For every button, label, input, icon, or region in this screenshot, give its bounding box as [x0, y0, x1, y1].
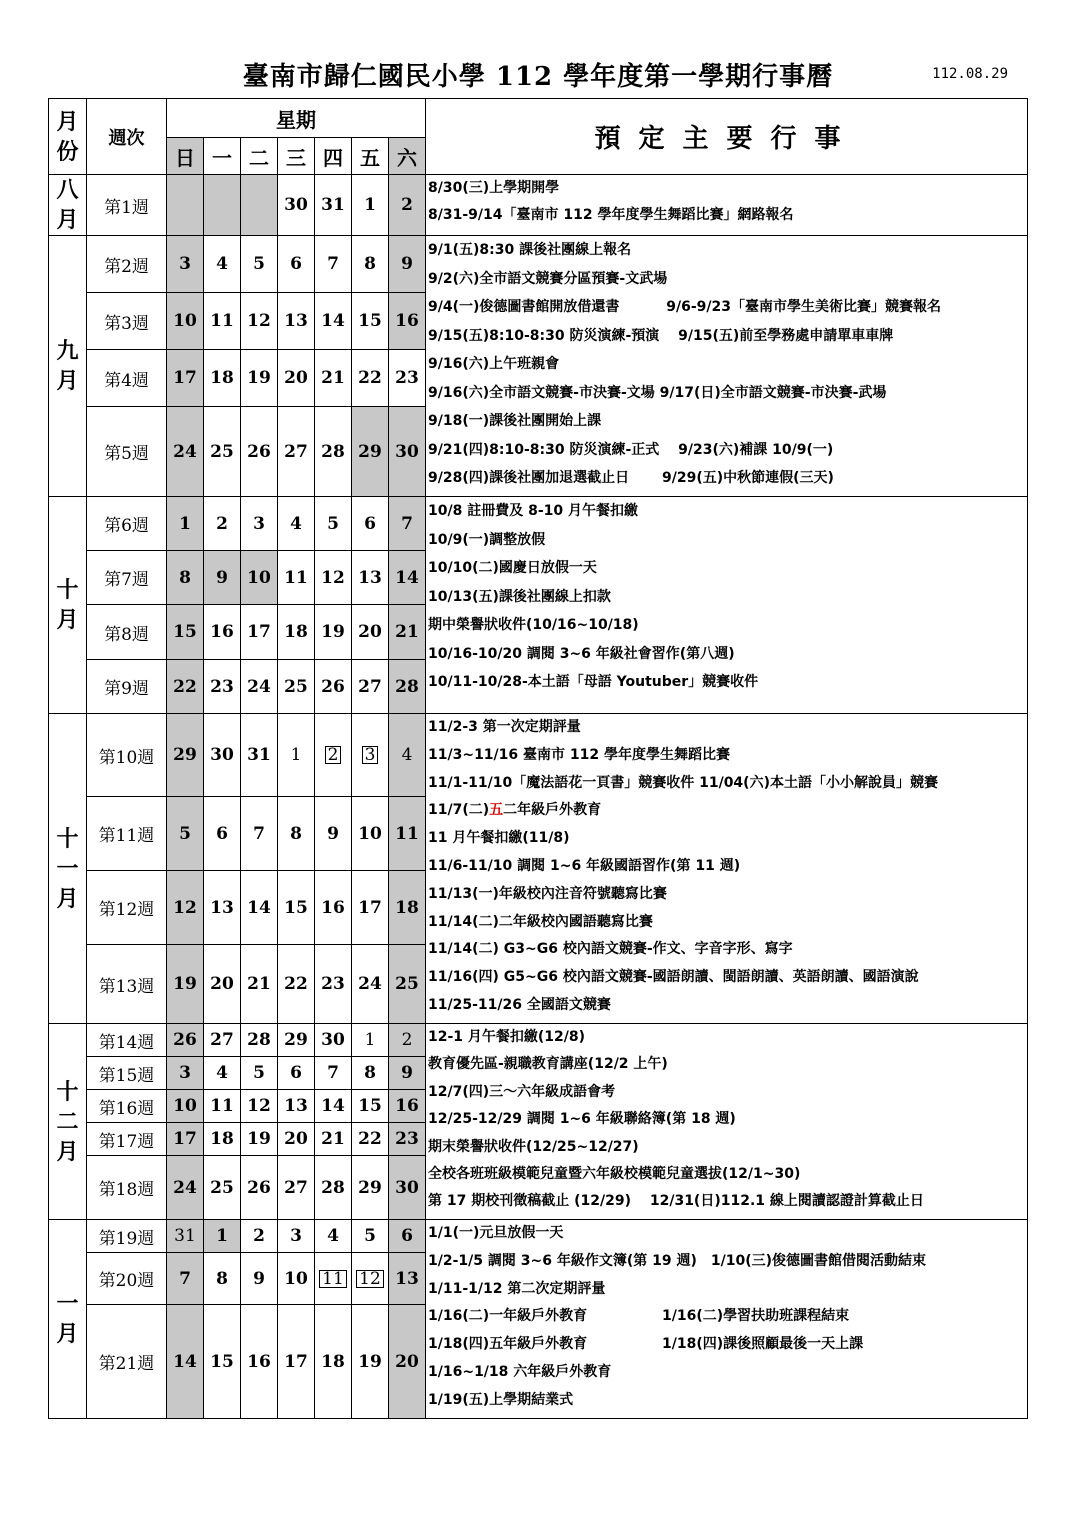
day-cell: 23: [389, 1123, 426, 1156]
day-cell: 17: [278, 1305, 315, 1419]
day-cell: 26: [167, 1024, 204, 1057]
day-cell: 30: [278, 175, 315, 236]
day-cell: 9: [315, 797, 352, 871]
weekday-fri: 五: [352, 138, 389, 175]
month-label: [49, 1220, 87, 1419]
day-cell: 31: [315, 175, 352, 236]
event-line: 12/7(四)三～六年級成語會考: [428, 1083, 616, 1100]
event-line: 10/9(一)調整放假: [428, 531, 546, 548]
day-cell: 24: [167, 407, 204, 497]
week-label: 第8週: [87, 605, 167, 660]
event-line: 1/18(四)五年級戶外教育 1/18(四)課後照顧最後一天上課: [428, 1336, 864, 1353]
event-line: 10/11-10/28-本土語「母語 Youtuber」競賽收件: [428, 674, 759, 690]
day-cell: 10: [167, 293, 204, 350]
day-cell: 8: [278, 797, 315, 871]
day-cell: 11: [278, 551, 315, 605]
day-cell: 12: [241, 1090, 278, 1123]
day-cell: 19: [167, 945, 204, 1024]
day-cell: 6: [204, 797, 241, 871]
page-header: [48, 52, 1028, 96]
event-line: 9/18(一)課後社團開始上課: [428, 413, 602, 429]
day-cell: 21: [315, 350, 352, 407]
day-cell: 27: [278, 407, 315, 497]
day-cell: 21: [315, 1123, 352, 1156]
day-cell: 25: [389, 945, 426, 1024]
day-cell: 11: [389, 797, 426, 871]
calendar-table: [48, 98, 1028, 1419]
week-row: [49, 1024, 1028, 1057]
day-cell: 15: [204, 1305, 241, 1419]
day-cell: 11: [204, 1090, 241, 1123]
day-cell: 28: [315, 407, 352, 497]
day-cell: [352, 1253, 389, 1305]
day-cell: 2: [389, 175, 426, 236]
day-cell: 12: [167, 871, 204, 945]
day-cell: 16: [204, 605, 241, 660]
calendar-body: [49, 175, 1028, 1419]
day-cell: 7: [167, 1253, 204, 1305]
boxed-day-number: 11: [319, 1270, 347, 1288]
day-cell: 15: [167, 605, 204, 660]
day-cell: 28: [389, 660, 426, 714]
week-label: 第9週: [87, 660, 167, 714]
day-cell: 8: [352, 1057, 389, 1090]
week-label: 第21週: [87, 1305, 167, 1419]
day-cell: 8: [204, 1253, 241, 1305]
day-cell: 20: [352, 605, 389, 660]
day-cell: 13: [278, 1090, 315, 1123]
week-row: [49, 714, 1028, 797]
day-cell: 30: [389, 407, 426, 497]
week-label: 第5週: [87, 407, 167, 497]
day-cell: 19: [241, 1123, 278, 1156]
week-label: 第4週: [87, 350, 167, 407]
day-cell: 28: [315, 1156, 352, 1220]
week-label: 第17週: [87, 1123, 167, 1156]
weekday-tue: 二: [241, 138, 278, 175]
event-line: 11/14(二) G3~G6 校內語文競賽-作文、字音字形、寫字: [428, 941, 793, 958]
day-cell: 27: [352, 660, 389, 714]
event-line: 期中榮譽狀收件(10/16~10/18): [428, 617, 639, 633]
day-cell: [315, 714, 352, 797]
event-line: 11/6-11/10 調閱 1~6 年級國語習作(第 11 週): [428, 857, 741, 874]
day-cell: 16: [389, 293, 426, 350]
day-cell: 22: [352, 350, 389, 407]
day-cell: 1: [278, 714, 315, 797]
weekday-mon: 一: [204, 138, 241, 175]
week-label: 第2週: [87, 236, 167, 293]
event-line: 11 月午餐扣繳(11/8): [428, 830, 570, 847]
day-cell: 4: [204, 1057, 241, 1090]
week-column-header: 週次: [87, 99, 167, 175]
day-cell: 8: [167, 551, 204, 605]
day-cell: 27: [204, 1024, 241, 1057]
event-line: 11/2-3 第一次定期評量: [428, 719, 581, 735]
day-cell: 6: [278, 1057, 315, 1090]
event-line: 9/2(六)全市語文競賽分區預賽-文武場: [428, 270, 668, 287]
week-label: 第11週: [87, 797, 167, 871]
weekday-sat: 六: [389, 138, 426, 175]
day-cell: 2: [204, 497, 241, 551]
day-cell: 15: [278, 871, 315, 945]
day-cell: 9: [389, 236, 426, 293]
event-line: 9/21(四)8:10-8:30 防災演練-正式 9/23(六)補課 10/9(一): [428, 441, 834, 458]
event-line: 1/11-1/12 第二次定期評量: [428, 1280, 606, 1297]
event-line: 9/28(四)課後社團加退選截止日 9/29(五)中秋節連假(三天): [428, 470, 834, 486]
event-line: 11/16(四) G5~G6 校內語文競賽-國語朗讀、閩語朗讀、英語朗讀、國語演說: [428, 969, 919, 986]
day-cell: 9: [241, 1253, 278, 1305]
day-cell: 5: [352, 1220, 389, 1253]
event-line: 8/30(三)上學期開學: [428, 180, 560, 196]
day-cell: 4: [389, 714, 426, 797]
events-column-header: 預定主要行事: [426, 99, 1028, 175]
day-cell: 5: [167, 797, 204, 871]
day-cell: 4: [204, 236, 241, 293]
day-cell: 28: [241, 1024, 278, 1057]
day-cell: 27: [278, 1156, 315, 1220]
event-line: 教育優先區-親職教育講座(12/2 上午): [428, 1056, 668, 1073]
event-line: 9/4(一)俊德圖書館開放借還書 9/6-9/23「臺南市學生美術比賽」競賽報名: [428, 299, 942, 315]
month-label-text: 十二月: [56, 1078, 79, 1165]
day-cell: 12: [241, 293, 278, 350]
highlighted-text: 五: [489, 802, 504, 819]
calendar-header: [49, 99, 1028, 175]
day-cell: 20: [278, 350, 315, 407]
event-line: 11/3~11/16 臺南市 112 學年度學生舞蹈比賽: [428, 746, 730, 763]
event-line: 1/2-1/5 調閱 3~6 年級作文簿(第 19 週) 1/10(三)俊德圖書館借閱活動結束: [428, 1252, 926, 1269]
month-events: [426, 236, 1028, 497]
day-cell: 20: [204, 945, 241, 1024]
month-label: [49, 714, 87, 1024]
day-cell: 1: [352, 1024, 389, 1057]
day-cell: 30: [315, 1024, 352, 1057]
day-cell: 16: [241, 1305, 278, 1419]
week-label: 第13週: [87, 945, 167, 1024]
day-cell: 24: [241, 660, 278, 714]
day-cell: 16: [315, 871, 352, 945]
week-label: 第3週: [87, 293, 167, 350]
day-cell: 4: [315, 1220, 352, 1253]
event-line: 1/1(一)元旦放假一天: [428, 1225, 564, 1241]
month-label-text: 八月: [56, 177, 79, 233]
event-line: 11/7(二)五二年級戶外教育: [428, 802, 602, 819]
day-cell: 5: [241, 236, 278, 293]
event-line: 全校各班班級模範兒童暨六年級校模範兒童選拔(12/1~30): [428, 1166, 801, 1183]
day-cell: 18: [204, 350, 241, 407]
day-cell: 26: [241, 407, 278, 497]
day-cell: 29: [352, 1156, 389, 1220]
boxed-day-number: 12: [356, 1270, 384, 1288]
day-cell: 7: [315, 1057, 352, 1090]
month-label: [49, 497, 87, 714]
week-label: 第1週: [87, 175, 167, 236]
day-cell: 17: [352, 871, 389, 945]
day-cell: 25: [204, 1156, 241, 1220]
day-cell: 8: [352, 236, 389, 293]
month-label-text: 十月: [56, 577, 79, 633]
day-cell: 26: [315, 660, 352, 714]
day-cell: 6: [352, 497, 389, 551]
day-cell: 21: [241, 945, 278, 1024]
day-cell: 13: [352, 551, 389, 605]
day-cell: 25: [204, 407, 241, 497]
day-cell: 3: [167, 236, 204, 293]
day-cell: 5: [241, 1057, 278, 1090]
day-cell: 19: [352, 1305, 389, 1419]
day-cell: 30: [204, 714, 241, 797]
day-cell: 22: [167, 660, 204, 714]
day-cell: 24: [167, 1156, 204, 1220]
event-line: 9/16(六)上午班親會: [428, 356, 560, 372]
day-cell: [204, 175, 241, 236]
day-cell: 29: [278, 1024, 315, 1057]
day-cell: 22: [352, 1123, 389, 1156]
month-label: [49, 1024, 87, 1220]
month-events: [426, 175, 1028, 236]
day-cell: [352, 714, 389, 797]
day-cell: 10: [167, 1090, 204, 1123]
weekday-thu: 四: [315, 138, 352, 175]
day-cell: 6: [389, 1220, 426, 1253]
day-cell: 3: [167, 1057, 204, 1090]
day-cell: 11: [204, 293, 241, 350]
week-label: 第6週: [87, 497, 167, 551]
event-line: 期末榮譽狀收件(12/25~12/27): [428, 1138, 639, 1155]
day-cell: 9: [389, 1057, 426, 1090]
day-cell: 30: [389, 1156, 426, 1220]
day-cell: 25: [278, 660, 315, 714]
day-cell: 16: [389, 1090, 426, 1123]
month-label: [49, 236, 87, 497]
event-line: 12-1 月午餐扣繳(12/8): [428, 1029, 586, 1045]
day-cell: 21: [389, 605, 426, 660]
day-cell: 1: [352, 175, 389, 236]
weekday-sun: 日: [167, 138, 204, 175]
weekday-wed: 三: [278, 138, 315, 175]
day-cell: 14: [315, 1090, 352, 1123]
week-label: 第12週: [87, 871, 167, 945]
day-cell: 31: [241, 714, 278, 797]
day-cell: 19: [241, 350, 278, 407]
day-cell: 1: [204, 1220, 241, 1253]
day-cell: 31: [167, 1220, 204, 1253]
event-line: 1/19(五)上學期結業式: [428, 1391, 574, 1408]
day-cell: 20: [389, 1305, 426, 1419]
day-cell: 17: [241, 605, 278, 660]
event-line: 11/14(二)二年級校內國語聽寫比賽: [428, 913, 653, 930]
day-cell: 29: [352, 407, 389, 497]
day-cell: 23: [389, 350, 426, 407]
day-cell: 2: [241, 1220, 278, 1253]
month-column-header: 月份: [49, 99, 87, 175]
day-cell: 6: [278, 236, 315, 293]
day-cell: 12: [315, 551, 352, 605]
month-label-text: 十一月: [56, 825, 79, 912]
month-label-text: 一月: [56, 1291, 79, 1347]
day-cell: 1: [167, 497, 204, 551]
event-line: 10/13(五)課後社團線上扣款: [428, 588, 611, 605]
boxed-day-number: 3: [362, 746, 379, 764]
week-row: [49, 236, 1028, 293]
day-cell: 22: [278, 945, 315, 1024]
day-cell: 14: [315, 293, 352, 350]
day-cell: 14: [241, 871, 278, 945]
day-cell: 18: [389, 871, 426, 945]
day-cell: 18: [278, 605, 315, 660]
week-label: 第19週: [87, 1220, 167, 1253]
document-date: 112.08.29: [932, 66, 1008, 82]
event-line: 10/16-10/20 調閱 3~6 年級社會習作(第八週): [428, 645, 735, 662]
day-cell: 7: [389, 497, 426, 551]
day-cell: 13: [204, 871, 241, 945]
day-cell: 14: [389, 551, 426, 605]
day-cell: 2: [389, 1024, 426, 1057]
day-cell: 7: [315, 236, 352, 293]
week-label: 第7週: [87, 551, 167, 605]
day-cell: 9: [204, 551, 241, 605]
week-row: [49, 175, 1028, 236]
event-line: 11/13(一)年級校內注音符號聽寫比賽: [428, 885, 667, 902]
weekday-header: 星期: [167, 99, 426, 138]
month-label: [49, 175, 87, 236]
month-label-text: 九月: [56, 338, 79, 394]
week-label: 第16週: [87, 1090, 167, 1123]
day-cell: 24: [352, 945, 389, 1024]
day-cell: 13: [389, 1253, 426, 1305]
month-events: [426, 1024, 1028, 1220]
month-events: [426, 1220, 1028, 1419]
day-cell: 15: [352, 293, 389, 350]
day-cell: 3: [241, 497, 278, 551]
week-row: [49, 1220, 1028, 1253]
day-cell: 17: [167, 350, 204, 407]
day-cell: 13: [278, 293, 315, 350]
week-label: 第18週: [87, 1156, 167, 1220]
day-cell: 7: [241, 797, 278, 871]
week-row: [49, 497, 1028, 551]
day-cell: 10: [241, 551, 278, 605]
boxed-day-number: 2: [325, 746, 342, 764]
day-cell: 20: [278, 1123, 315, 1156]
day-cell: 15: [352, 1090, 389, 1123]
day-cell: 26: [241, 1156, 278, 1220]
day-cell: 5: [315, 497, 352, 551]
event-line: 第 17 期校刊徵稿截止 (12/29) 12/31(日)112.1 線上閱讀認證計算截止日: [428, 1193, 924, 1210]
day-cell: 17: [167, 1123, 204, 1156]
day-cell: 18: [204, 1123, 241, 1156]
event-line: 9/15(五)8:10-8:30 防災演練-預演 9/15(五)前至學務處申請單車車牌: [428, 327, 894, 344]
event-line: 1/16(二)一年級戶外教育 1/16(二)學習扶助班課程結束: [428, 1308, 850, 1325]
day-cell: [315, 1253, 352, 1305]
day-cell: 19: [315, 605, 352, 660]
event-line: 9/16(六)全市語文競賽-市決賽-文場 9/17(日)全市語文競賽-市決賽-武場: [428, 384, 887, 401]
week-label: 第20週: [87, 1253, 167, 1305]
day-cell: 4: [278, 497, 315, 551]
day-cell: 29: [167, 714, 204, 797]
event-line: 12/25-12/29 調閱 1~6 年級聯絡簿(第 18 週): [428, 1111, 736, 1128]
day-cell: [241, 175, 278, 236]
week-label: 第14週: [87, 1024, 167, 1057]
week-label: 第15週: [87, 1057, 167, 1090]
day-cell: 10: [352, 797, 389, 871]
event-line: 9/1(五)8:30 課後社團線上報名: [428, 242, 632, 258]
day-cell: 23: [204, 660, 241, 714]
event-line: 1/16~1/18 六年級戶外教育: [428, 1363, 612, 1380]
day-cell: 10: [278, 1253, 315, 1305]
day-cell: 3: [278, 1220, 315, 1253]
event-line: 10/8 註冊費及 8-10 月午餐扣繳: [428, 503, 638, 519]
day-cell: 18: [315, 1305, 352, 1419]
event-line: 10/10(二)國慶日放假一天: [428, 560, 597, 576]
event-line: 8/31-9/14「臺南市 112 學年度學生舞蹈比賽」網路報名: [428, 206, 794, 223]
day-cell: [167, 175, 204, 236]
day-cell: 14: [167, 1305, 204, 1419]
month-events: [426, 497, 1028, 714]
page-title: 臺南市歸仁國民小學 112 學年度第一學期行事曆: [242, 62, 834, 92]
month-events: [426, 714, 1028, 1024]
day-cell: 23: [315, 945, 352, 1024]
event-line: 11/25-11/26 全國語文競賽: [428, 996, 611, 1013]
week-label: 第10週: [87, 714, 167, 797]
event-line: 11/1-11/10「魔法語花一頁書」競賽收件 11/04(六)本土語「小小解說員」競賽: [428, 774, 938, 791]
